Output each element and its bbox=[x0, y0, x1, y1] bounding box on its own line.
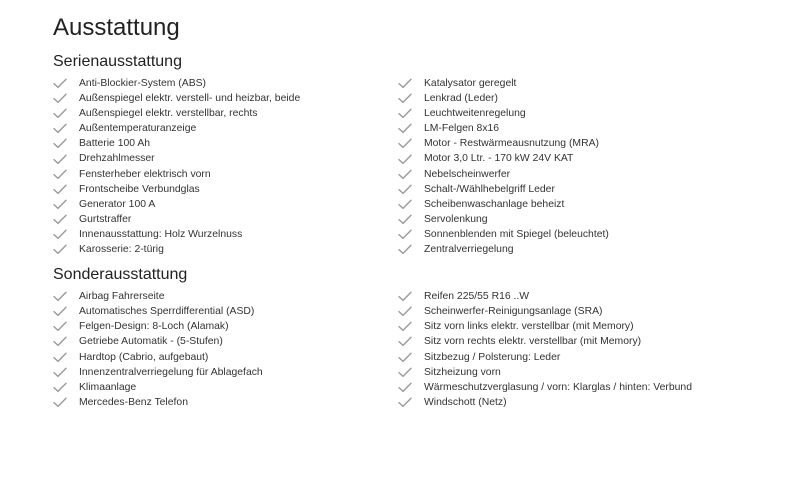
equipment-item-label: Sitzbezug / Polsterung: Leder bbox=[424, 351, 561, 363]
checkmark-icon bbox=[53, 242, 79, 257]
equipment-item-label: Scheibenwaschanlage beheizt bbox=[424, 198, 565, 210]
checkmark-icon bbox=[398, 136, 424, 151]
equipment-item-label: Generator 100 A bbox=[79, 198, 156, 210]
equipment-list-item bbox=[53, 319, 398, 334]
equipment-list-item bbox=[398, 91, 743, 106]
equipment-item-label: Klimaanlage bbox=[79, 381, 137, 393]
checkmark-icon bbox=[398, 167, 424, 182]
equipment-item-label: Felgen-Design: 8-Loch (Alamak) bbox=[79, 321, 229, 333]
equipment-item-label: LM-Felgen 8x16 bbox=[424, 123, 500, 135]
equipment-list-item bbox=[398, 289, 743, 304]
equipment-item-label: Airbag Fahrerseite bbox=[79, 291, 165, 303]
equipment-item-label: Sitz vorn rechts elektr. verstellbar (mit Memory) bbox=[424, 336, 642, 348]
equipment-list-item bbox=[53, 227, 398, 242]
equipment-item-label: Gurtstraffer bbox=[79, 213, 132, 225]
checkmark-icon bbox=[53, 365, 79, 380]
equipment-item-label: Innenzentralverriegelung für Ablagefach bbox=[79, 366, 263, 378]
checkmark-icon bbox=[398, 212, 424, 227]
equipment-list-item bbox=[398, 106, 743, 121]
equipment-item-label: Lenkrad (Leder) bbox=[424, 93, 498, 105]
checkmark-icon bbox=[53, 182, 79, 197]
equipment-item-label: Außenspiegel elektr. verstellbar, rechts bbox=[79, 108, 258, 120]
equipment-item-label: Motor - Restwärmeausnutzung (MRA) bbox=[424, 138, 599, 150]
checkmark-icon bbox=[53, 152, 79, 167]
equipment-list-item bbox=[53, 380, 398, 395]
equipment-list-item bbox=[53, 182, 398, 197]
optional-equipment-list bbox=[53, 289, 800, 410]
checkmark-icon bbox=[398, 106, 424, 121]
equipment-item-label: Windschott (Netz) bbox=[424, 396, 507, 408]
equipment-list-item bbox=[53, 350, 398, 365]
checkmark-icon bbox=[53, 106, 79, 121]
checkmark-icon bbox=[398, 152, 424, 167]
equipment-item-label: Mercedes-Benz Telefon bbox=[79, 396, 188, 408]
equipment-item-label: Sonnenblenden mit Spiegel (beleuchtet) bbox=[424, 228, 609, 240]
equipment-list-item bbox=[53, 242, 398, 257]
checkmark-icon bbox=[398, 76, 424, 91]
equipment-item-label: Wärmeschutzverglasung / vorn: Klarglas / hinten: Verbund bbox=[424, 381, 692, 393]
checkmark-icon bbox=[398, 350, 424, 365]
checkmark-icon bbox=[398, 380, 424, 395]
equipment-item-label: Anti-Blockier-System (ABS) bbox=[79, 78, 207, 89]
equipment-item-label: Servolenkung bbox=[424, 213, 488, 225]
equipment-list-item bbox=[53, 121, 398, 136]
equipment-list-item bbox=[398, 334, 743, 349]
equipment-list-item bbox=[53, 395, 398, 410]
section-title-optional-equipment: Sonderausstattung bbox=[53, 266, 188, 284]
checkmark-icon bbox=[398, 182, 424, 197]
equipment-list-item bbox=[53, 136, 398, 151]
page-title: Ausstattung bbox=[53, 14, 180, 41]
equipment-list-item bbox=[398, 167, 743, 182]
equipment-item-label: Außenspiegel elektr. verstell- und heizbar, beide bbox=[79, 93, 301, 105]
equipment-list-item bbox=[53, 167, 398, 182]
equipment-list-item bbox=[398, 121, 743, 136]
checkmark-icon bbox=[398, 365, 424, 380]
checkmark-icon bbox=[53, 395, 79, 410]
checkmark-icon bbox=[53, 167, 79, 182]
equipment-list-item bbox=[398, 395, 743, 410]
checkmark-icon bbox=[53, 197, 79, 212]
equipment-item-label: Innenausstattung: Holz Wurzelnuss bbox=[79, 228, 243, 240]
equipment-list-item bbox=[398, 212, 743, 227]
equipment-item-label: Fensterheber elektrisch vorn bbox=[79, 168, 211, 180]
equipment-list-item bbox=[398, 350, 743, 365]
equipment-item-label: Scheinwerfer-Reinigungsanlage (SRA) bbox=[424, 306, 603, 318]
equipment-item-label: Schalt-/Wählhebelgriff Leder bbox=[424, 183, 555, 195]
equipment-list-item bbox=[398, 227, 743, 242]
checkmark-icon bbox=[398, 91, 424, 106]
checkmark-icon bbox=[53, 212, 79, 227]
checkmark-icon bbox=[398, 395, 424, 410]
standard-equipment-list bbox=[53, 76, 800, 257]
equipment-list-item bbox=[53, 212, 398, 227]
equipment-item-label: Motor 3,0 Ltr. - 170 kW 24V KAT bbox=[424, 153, 574, 165]
checkmark-icon bbox=[53, 304, 79, 319]
checkmark-icon bbox=[398, 242, 424, 257]
equipment-list-item bbox=[398, 151, 743, 166]
equipment-list-item bbox=[398, 319, 743, 334]
checkmark-icon bbox=[53, 76, 79, 91]
equipment-item-label: Frontscheibe Verbundglas bbox=[79, 183, 200, 195]
optional-equipment-column-right bbox=[398, 289, 743, 410]
equipment-item-label: Drehzahlmesser bbox=[79, 153, 155, 165]
checkmark-icon bbox=[53, 380, 79, 395]
equipment-list-item bbox=[53, 151, 398, 166]
equipment-list-item bbox=[398, 136, 743, 151]
standard-equipment-column-left bbox=[53, 76, 398, 257]
equipment-item-label: Nebelscheinwerfer bbox=[424, 168, 511, 180]
equipment-list-item bbox=[53, 106, 398, 121]
equipment-list-item bbox=[53, 91, 398, 106]
equipment-list-item bbox=[53, 304, 398, 319]
checkmark-icon bbox=[53, 227, 79, 242]
equipment-item-label: Reifen 225/55 R16 ..W bbox=[424, 291, 530, 303]
equipment-list-item bbox=[53, 197, 398, 212]
checkmark-icon bbox=[398, 334, 424, 349]
section-title-standard-equipment: Serienausstattung bbox=[53, 53, 182, 70]
equipment-list-item bbox=[53, 334, 398, 349]
equipment-item-label: Zentralverriegelung bbox=[424, 244, 514, 256]
equipment-item-label: Automatisches Sperrdifferential (ASD) bbox=[79, 306, 255, 318]
equipment-item-label: Batterie 100 Ah bbox=[79, 138, 151, 150]
checkmark-icon bbox=[53, 136, 79, 151]
equipment-item-label: Getriebe Automatik - (5-Stufen) bbox=[79, 336, 223, 348]
equipment-list-item bbox=[398, 304, 743, 319]
checkmark-icon bbox=[398, 319, 424, 334]
equipment-list-item bbox=[398, 365, 743, 380]
checkmark-icon bbox=[53, 289, 79, 304]
checkmark-icon bbox=[53, 319, 79, 334]
equipment-list-item bbox=[398, 197, 743, 212]
equipment-list-item bbox=[53, 365, 398, 380]
checkmark-icon bbox=[53, 91, 79, 106]
equipment-item-label: Sitz vorn links elektr. verstellbar (mit Memory) bbox=[424, 321, 634, 333]
equipment-item-label: Hardtop (Cabrio, aufgebaut) bbox=[79, 351, 209, 363]
checkmark-icon bbox=[53, 334, 79, 349]
checkmark-icon bbox=[398, 289, 424, 304]
checkmark-icon bbox=[398, 227, 424, 242]
checkmark-icon bbox=[398, 121, 424, 136]
checkmark-icon bbox=[53, 121, 79, 136]
checkmark-icon bbox=[398, 304, 424, 319]
equipment-item-label: Karosserie: 2-türig bbox=[79, 244, 164, 256]
equipment-item-label: Außentemperaturanzeige bbox=[79, 123, 197, 135]
equipment-list-item bbox=[398, 380, 743, 395]
equipment-list-item bbox=[53, 289, 398, 304]
equipment-item-label: Sitzheizung vorn bbox=[424, 366, 501, 378]
checkmark-icon bbox=[53, 350, 79, 365]
equipment-list-item bbox=[398, 76, 743, 91]
equipment-item-label: Leuchtweitenregelung bbox=[424, 108, 526, 120]
equipment-item-label: Katalysator geregelt bbox=[424, 78, 517, 89]
checkmark-icon bbox=[398, 197, 424, 212]
optional-equipment-column-left bbox=[53, 289, 398, 410]
equipment-list-item bbox=[53, 76, 398, 91]
standard-equipment-column-right bbox=[398, 76, 743, 257]
equipment-list-item bbox=[398, 242, 743, 257]
equipment-list-item bbox=[398, 182, 743, 197]
